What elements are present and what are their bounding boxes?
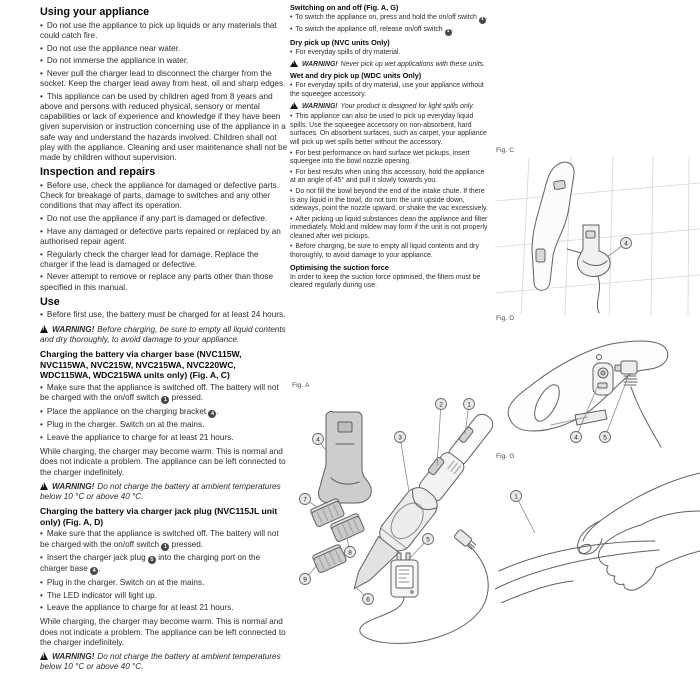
- text-run: For everyday spills of dry material.: [295, 49, 401, 56]
- callout-leader-line: [516, 496, 535, 533]
- callout-ref-1: 1: [445, 29, 452, 36]
- text-run: For best results when using this accessory, hold the appliance at an angle of 45° and pull it slowly towards you.: [290, 168, 485, 185]
- text-run: This appliance can be used by children aged from 8 years and above and persons with reduced physical, sensory or mental capabilities or lack of experience and knowledge if they have been given supervision or instruction concerning use of the appliance in a safe way and understand the hazards involved. Children shall not play with the appliance. Cleaning and user maintenance shall not be made by children without supervision.: [40, 91, 288, 163]
- callout-number: 4: [574, 434, 578, 442]
- filter-accessory-9: [312, 544, 347, 574]
- text-run: Optimising the suction force: [290, 262, 389, 272]
- text-run: Dry pick up (NVC units Only): [290, 37, 390, 47]
- text-run: Before first use, the battery must be charged for at least 24 hours.: [46, 310, 286, 320]
- bullet-item: [40, 603, 288, 613]
- callout-number: 9: [303, 576, 307, 584]
- bullet-item: [290, 113, 491, 147]
- bullet-item: [40, 181, 288, 212]
- text-run: Never pick up wet applications with these units.: [340, 60, 486, 68]
- bullet-item: [290, 26, 491, 36]
- text-run: Leave the appliance to charge for at least 21 hours.: [46, 603, 234, 613]
- bullet-item: [40, 553, 288, 575]
- text-run: into the charging port on the charger base: [40, 553, 261, 574]
- callout-ref-1: 1: [161, 396, 169, 404]
- sub-heading: [290, 263, 491, 272]
- fig-g-illustration: [495, 463, 700, 603]
- bullet-item: [290, 49, 491, 58]
- text-run: This appliance can also be used to pick up everyday liquid spills. Use the squeegee accessory on non-absorbent, hard surfaces. On absorbent surfaces, such as carpet, your appliance will pick up wet spills better without the accessory.: [290, 113, 487, 146]
- text-run: Make sure that the appliance is switched off. The battery will not be charged with the on/off switch: [40, 382, 279, 403]
- sub-heading: [290, 3, 491, 12]
- text-run: .: [98, 564, 101, 574]
- text-run: Your product is designed for light spills only.: [340, 102, 475, 110]
- figure-a-label: Fig. A: [292, 382, 310, 389]
- left-column: [40, 3, 288, 676]
- warning-triangle-icon: [40, 652, 48, 660]
- text-run: To switch the appliance off, release on/off switch: [295, 26, 445, 33]
- bullet-item: [40, 310, 288, 320]
- callout-ref-5: 5: [148, 556, 156, 564]
- figure-d-label: Fig. D: [496, 315, 515, 322]
- figure-c-label: Fig. C: [496, 147, 515, 154]
- text-run: pressed.: [169, 539, 204, 549]
- text-run: While charging, the charger may become warm. This is normal and does not indicate a problem. The appliance can be left connected to the charger indefinitely.: [40, 447, 286, 477]
- text-run: Do not immerse the appliance in water.: [46, 56, 189, 66]
- bullet-item: [40, 383, 288, 404]
- warning-note: [40, 482, 288, 502]
- bullet-item: [40, 56, 288, 66]
- bullet-item: [290, 243, 491, 260]
- bullet-item: [290, 169, 491, 186]
- figure-g-label: Fig. G: [496, 453, 515, 460]
- text-run: Charging the battery via charger base (NVC115W, NVC115WA, NVC215W, NVC215WA, NVC220WC, WDC115WA, WDC215WA units only) (Fig. A, C): [40, 349, 242, 381]
- bullet-item: [290, 188, 491, 214]
- text-run: While charging, the charger may become warm. This is normal and does not indicate a problem. The appliance can be left connected to the charger indefinitely.: [40, 617, 286, 647]
- section-heading: [40, 166, 288, 179]
- text-run: Plug in the charger. Switch on at the mains.: [46, 577, 205, 587]
- bullet-item: [40, 44, 288, 54]
- callout-number: 2: [439, 401, 443, 409]
- warning-label: WARNING!: [302, 102, 338, 110]
- text-run: Do not charge the battery at ambient temperatures below 10 °C or above 40 °C.: [40, 652, 281, 672]
- callout-ref-4: 4: [90, 567, 98, 575]
- bullet-item: [40, 591, 288, 601]
- text-run: Do not use the appliance to pick up liquids or any materials that could catch fire.: [40, 20, 277, 40]
- text-run: Do not fill the bowl beyond the end of the intake chute. If there is any liquid in the bowl, do not turn the unit upside down, sideways, point the nozzle upward, or shake the vac excessively.: [290, 187, 488, 213]
- text-run: Before charging, be sure to empty all liquid contents and dry thoroughly, to avoid damage to your appliance.: [40, 324, 286, 344]
- callout-leader-line: [400, 437, 409, 492]
- text-run: Inspection and repairs: [40, 166, 156, 179]
- text-run: Plug in the charger. Switch on at the mains.: [46, 420, 205, 430]
- text-run: Using your appliance: [40, 6, 150, 18]
- warning-label: WARNING!: [52, 324, 95, 334]
- bullet-item: [290, 14, 491, 24]
- callout-number: 4: [316, 436, 320, 444]
- text-run: Before charging, be sure to empty all liquid contents and dry thoroughly, to avoid damage to your appliance.: [290, 243, 479, 260]
- vacuum-side-view-drawing: [508, 341, 668, 431]
- text-run: For everyday spills of dry material, use your appliance without the squeegee accessory.: [290, 82, 484, 98]
- sub-heading: [290, 38, 491, 47]
- text-run: Never pull the charger lead to disconnect the charger from the socket. Keep the charger lead away from heat, oil and sharp edges.: [40, 68, 286, 89]
- warning-triangle-icon: [290, 102, 298, 109]
- text-run: .: [451, 26, 454, 33]
- warning-note: [290, 102, 491, 112]
- warning-note: [40, 325, 288, 345]
- wall-mounted-vacuum-drawing: [532, 162, 581, 290]
- jack-plug-drawing: [615, 361, 661, 447]
- callout-number: 3: [398, 434, 402, 442]
- sub-heading: [40, 349, 288, 381]
- callout-number: 4: [624, 240, 628, 248]
- callout-number: 8: [348, 549, 352, 557]
- fig-c-illustration: [495, 157, 700, 315]
- bullet-item: [40, 214, 288, 224]
- warning-note: [290, 60, 491, 70]
- bullet-item: [40, 407, 288, 418]
- callout-ref-1: 1: [161, 543, 169, 551]
- text-run: Regularly check the charger lead for damage. Replace the charger if the lead is damaged or defective.: [40, 249, 259, 269]
- text-run: Never attempt to remove or replace any parts other than those specified in this manual.: [40, 272, 274, 292]
- bullet-item: [40, 433, 288, 443]
- callout-number: 5: [426, 536, 430, 544]
- text-run: Charging the battery via charger jack plug (NVC115JL unit only) (Fig. A, D): [40, 506, 278, 527]
- bullet-item: [290, 82, 491, 99]
- callout-number: 6: [366, 596, 370, 604]
- bullet-item: [40, 578, 288, 588]
- text-run: To switch the appliance on, press and hold the on/off switch: [295, 14, 479, 22]
- text-run: Make sure that the appliance is switched off. The battery will not be charged with the on/off switch: [40, 529, 279, 549]
- callout-ref-4: 4: [208, 410, 216, 418]
- paragraph: [40, 447, 288, 478]
- callout-ref-1: 1: [479, 17, 486, 24]
- warning-label: WARNING!: [52, 481, 95, 491]
- bullet-item: [40, 92, 288, 163]
- paragraph: [290, 274, 491, 291]
- callout-number: 5: [603, 434, 607, 442]
- section-heading: [40, 296, 288, 309]
- bracket-cord: [597, 277, 599, 313]
- warning-note: [40, 652, 288, 672]
- text-run: .: [485, 14, 488, 22]
- hand-on-handle-drawing: [495, 473, 700, 603]
- paragraph: [40, 617, 288, 648]
- text-run: For best performance on hard surface wet pickups, insert squeegee into the bowl nozzle opening.: [290, 149, 470, 166]
- text-run: In order to keep the suction force optimised, the filters must be cleared regularly during use.: [290, 273, 481, 290]
- text-run: Switching on and off (Fig. A, G): [290, 3, 399, 12]
- bullet-item: [40, 250, 288, 270]
- text-run: Insert the charger jack plug: [46, 553, 148, 563]
- text-run: Have any damaged or defective parts repaired or replaced by an authorised repair agent.: [40, 226, 281, 246]
- section-heading: [40, 6, 288, 19]
- bullet-item: [40, 69, 288, 89]
- callout-number: 7: [303, 496, 307, 504]
- bullet-item: [40, 227, 288, 247]
- figure-g: [495, 452, 700, 603]
- text-run: Place the appliance on the charging bracket: [46, 406, 209, 416]
- text-run: Wet and dry pick up (WDC units Only): [290, 71, 422, 81]
- text-run: The LED indicator will light up.: [46, 590, 158, 600]
- text-run: .: [216, 406, 219, 416]
- bullet-item: [40, 420, 288, 430]
- warning-triangle-icon: [40, 482, 48, 490]
- text-run: pressed.: [169, 393, 204, 403]
- warning-label: WARNING!: [52, 652, 95, 662]
- fig-d-illustration: [495, 325, 700, 458]
- vacuum-body-drawing: [341, 406, 502, 599]
- bullet-item: [290, 150, 491, 167]
- bullet-item: [40, 529, 288, 550]
- figure-a: [291, 381, 503, 698]
- warning-triangle-icon: [290, 60, 298, 67]
- sub-heading: [290, 71, 491, 80]
- text-run: Leave the appliance to charge for at least 21 hours.: [46, 432, 234, 442]
- text-run: Do not use the appliance if any part is damaged or defective.: [46, 213, 268, 223]
- figure-d: [495, 314, 700, 458]
- middle-column: [290, 3, 491, 293]
- text-run: Do not use the appliance near water.: [46, 43, 181, 53]
- fig-a-illustration: [291, 392, 503, 698]
- callout-number: 1: [514, 493, 518, 501]
- warning-triangle-icon: [40, 325, 48, 333]
- text-run: Do not charge the battery at ambient temperatures below 10 °C or above 40 °C.: [40, 481, 281, 501]
- bullet-item: [40, 21, 288, 41]
- bullet-item: [40, 272, 288, 292]
- callout-number: 1: [467, 401, 471, 409]
- figure-c: [495, 146, 700, 315]
- bullet-item: [290, 216, 491, 242]
- jack-cord: [631, 387, 661, 447]
- charging-base-drawing: [318, 412, 371, 503]
- wall-bracket-drawing: [577, 225, 610, 313]
- warning-label: WARNING!: [302, 60, 338, 68]
- text-run: Use: [40, 295, 60, 308]
- text-run: After picking up liquid substances clean the appliance and filter immediately. Mold and mildew may form if the unit is not properly cleaned after wet pickups.: [290, 215, 488, 240]
- sub-heading: [40, 506, 288, 527]
- text-run: Before use, check the appliance for damaged or defective parts. Check for breakage of parts, damage to switches and any other conditions that may affect its operation.: [40, 180, 279, 211]
